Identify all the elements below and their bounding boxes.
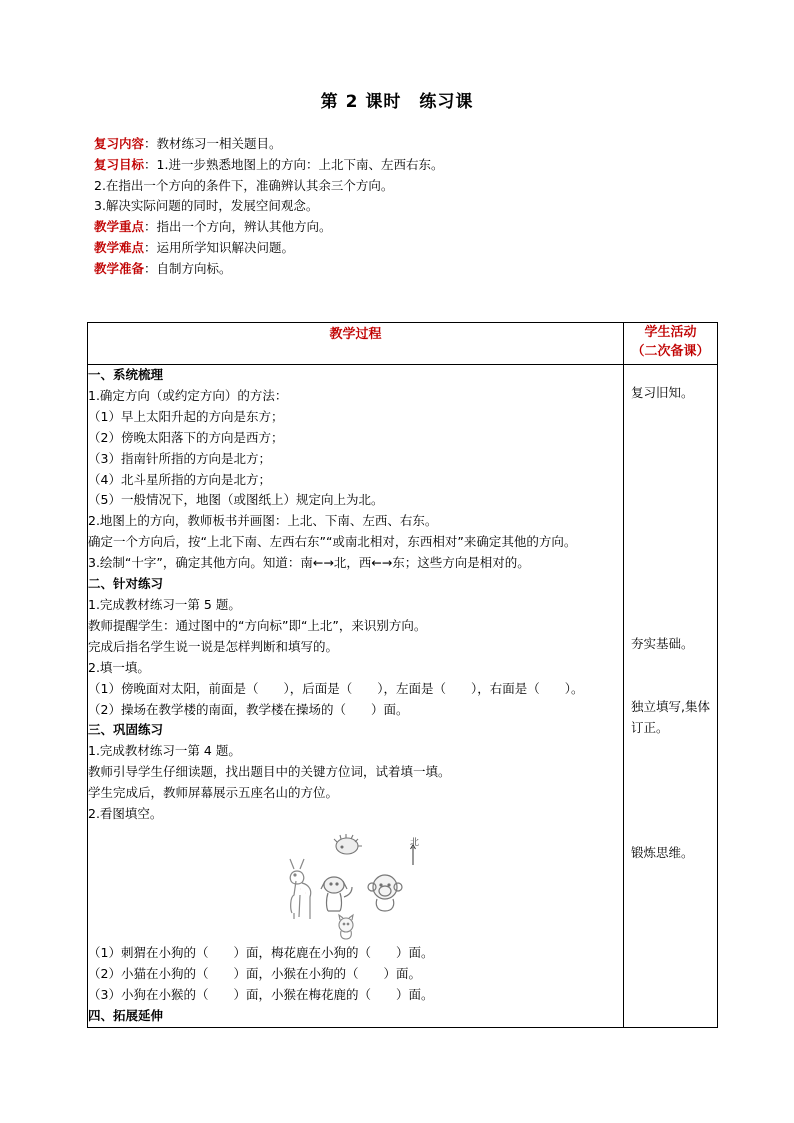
process-line: 教师提醒学生：通过图中的“方向标”即“上北”，来识别方向。: [88, 617, 427, 633]
animal-illustration: [88, 825, 614, 943]
process-line: （2）小猫在小狗的（ ）面，小猴在小狗的（ ）面。: [88, 965, 421, 981]
page-title: 第 2 课时 练习课: [320, 92, 474, 112]
intro-goal-2: 2.在指出一个方向的条件下，准确辨认其余三个方向。: [94, 177, 394, 193]
intro-preparation: 教学准备：自制方向标。: [94, 260, 232, 276]
process-line: 1.确定方向（或约定方向）的方法：: [88, 387, 288, 403]
process-line: 确定一个方向后，按“上北下南、左西右东”“或南北相对，东西相对”来确定其他的方向。: [88, 534, 577, 550]
note-foundation: 夯实基础。: [631, 636, 694, 651]
process-line: 2.地图上的方向，教师板书并画图：上北、下南、左西、右东。: [88, 513, 438, 529]
section-heading: 四、拓展延伸: [88, 1007, 164, 1023]
cat-drawing: [339, 915, 353, 939]
hedgehog-drawing: [334, 834, 362, 854]
north-label: 北: [410, 836, 420, 847]
process-line: 3.绘制“十字”，确定其他方向。知道：南←→北，西←→东；这些方向是相对的。: [88, 555, 530, 571]
animal-position-figure: [88, 825, 623, 943]
dog-drawing: [321, 877, 352, 911]
note-review: 复习旧知。: [631, 385, 694, 400]
intro-difficulty: 教学难点：运用所学知识解决问题。: [94, 239, 295, 255]
student-activity-cell: [624, 365, 718, 1028]
process-line: （4）北斗星所指的方向是北方；: [88, 471, 271, 487]
process-line: （1）傍晚面对太阳，前面是（ ），后面是（ ），左面是（ ），右面是（ ）。: [88, 680, 584, 696]
process-line: （5）一般情况下，地图（或图纸上）规定向上为北。: [88, 492, 384, 508]
process-line: 教师引导学生仔细读题，找出题目中的关键方位词，试着填一填。: [88, 764, 451, 780]
monkey-drawing: [368, 875, 402, 911]
note-thinking: 锻炼思维。: [631, 845, 694, 860]
process-line: （1）早上太阳升起的方向是东方；: [88, 408, 284, 424]
process-line: 1.完成教材练习一第 4 题。: [88, 743, 241, 759]
process-line: （2）傍晚太阳落下的方向是西方；: [88, 429, 284, 445]
header-teaching-process: 教学过程: [88, 323, 624, 365]
process-cell: [88, 365, 624, 1028]
intro-review-goal: 复习目标：1.进一步熟悉地图上的方向：上北下南、左西右东。: [94, 156, 444, 172]
lesson-intro: [94, 134, 443, 280]
process-line: （3）小狗在小猴的（ ）面，小猴在梅花鹿的（ ）面。: [88, 986, 434, 1002]
north-arrow-icon: [410, 836, 419, 865]
process-line: 完成后指名学生说一说是怎样判断和填写的。: [88, 638, 339, 654]
process-line: 2.看图填空。: [88, 806, 163, 822]
deer-drawing: [290, 859, 311, 919]
intro-goal-3: 3.解决实际问题的同时，发展空间观念。: [94, 198, 319, 214]
section-heading: 二、针对练习: [88, 576, 164, 592]
note-independent: 独立填写,集体订正。: [631, 699, 710, 735]
section-heading: 一、系统梳理: [88, 367, 164, 382]
process-line: 2.填一填。: [88, 659, 150, 675]
section-heading: 三、巩固练习: [88, 722, 164, 738]
process-line: （1）刺猬在小狗的（ ）面，梅花鹿在小狗的（ ）面。: [88, 944, 434, 960]
process-line: （3）指南针所指的方向是北方；: [88, 450, 271, 466]
process-line: 1.完成教材练习一第 5 题。: [88, 596, 241, 612]
header-student-activity: 学生活动 （二次备课）: [624, 323, 718, 365]
intro-review-content: 复习内容：教材练习一相关题目。: [94, 136, 282, 151]
teaching-process-table: [87, 322, 718, 1028]
intro-key-point: 教学重点：指出一个方向，辨认其他方向。: [94, 219, 332, 235]
process-line: （2）操场在教学楼的南面，教学楼在操场的（ ）面。: [88, 701, 409, 717]
process-line: 学生完成后，教师屏幕展示五座名山的方位。: [88, 785, 339, 801]
